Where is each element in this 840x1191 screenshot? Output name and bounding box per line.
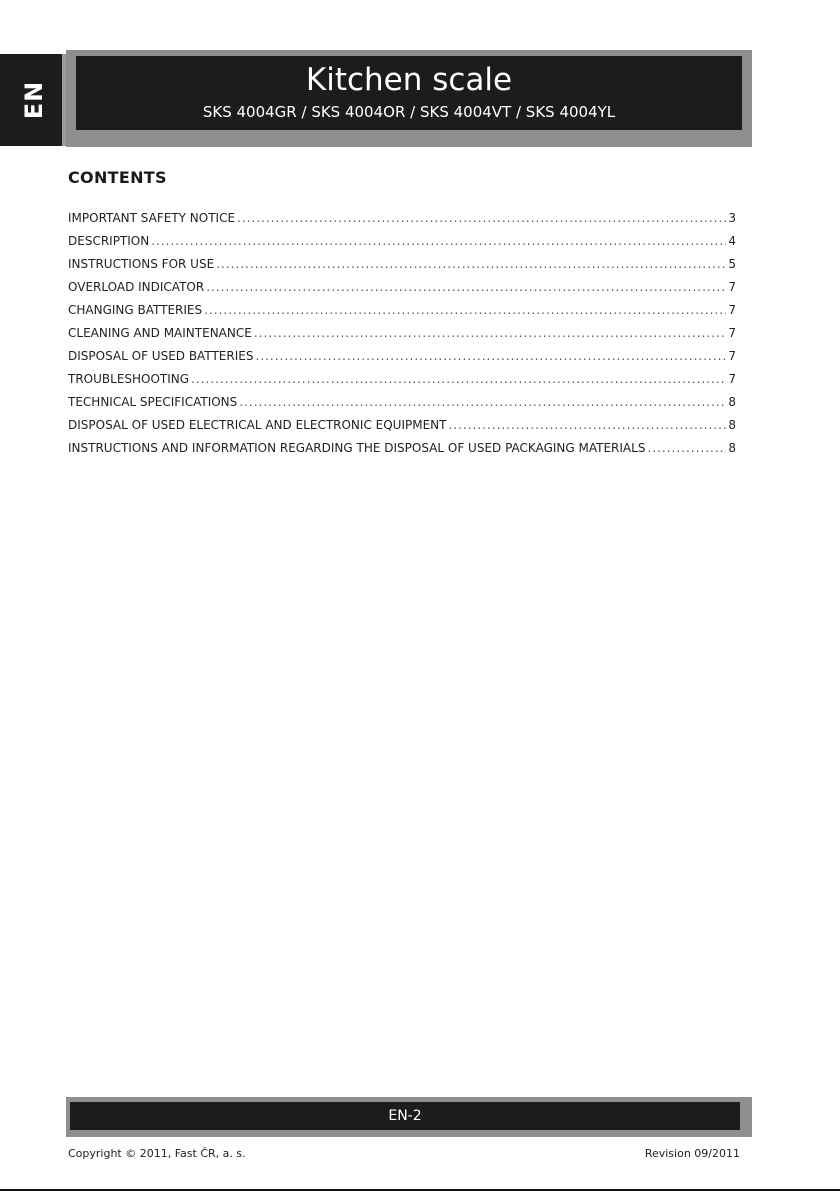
page-number: EN-2 [388, 1108, 422, 1124]
language-code: EN [19, 80, 48, 120]
toc-entry-page: 4 [728, 234, 736, 248]
table-of-contents [68, 207, 736, 460]
language-label [14, 54, 54, 146]
toc-entry-title: DISPOSAL OF USED ELECTRICAL AND ELECTRONIC EQUIPMENT [68, 418, 447, 432]
toc-entry[interactable] [68, 414, 736, 437]
toc-entry[interactable] [68, 322, 736, 345]
header-banner [76, 56, 742, 130]
toc-entry[interactable] [68, 253, 736, 276]
toc-leader-dots [216, 253, 726, 276]
toc-entry[interactable] [68, 368, 736, 391]
toc-entry-title: TROUBLESHOOTING [68, 372, 190, 386]
toc-entry[interactable] [68, 299, 736, 322]
toc-entry-title: INSTRUCTIONS FOR USE [68, 257, 215, 271]
toc-entry[interactable] [68, 391, 736, 414]
toc-entry-page: 7 [728, 280, 736, 294]
toc-entry[interactable] [68, 345, 736, 368]
toc-entry[interactable] [68, 276, 736, 299]
toc-entry-page: 7 [728, 349, 736, 363]
toc-entry-title: DISPOSAL OF USED BATTERIES [68, 349, 254, 363]
toc-leader-dots [206, 276, 726, 299]
model-numbers: SKS 4004GR / SKS 4004OR / SKS 4004VT / SKS 4004YL [202, 103, 616, 121]
toc-entry[interactable] [68, 437, 736, 460]
toc-entry-page: 8 [728, 395, 736, 409]
toc-entry[interactable] [68, 207, 736, 230]
contents-heading: CONTENTS [68, 168, 167, 187]
toc-leader-dots [237, 207, 726, 230]
toc-entry-page: 5 [728, 257, 736, 271]
toc-entry-title: CHANGING BATTERIES [68, 303, 203, 317]
toc-entry-title: IMPORTANT SAFETY NOTICE [68, 211, 236, 225]
toc-entry-page: 7 [728, 372, 736, 386]
page-number-bar [70, 1102, 740, 1130]
toc-entry-title: TECHNICAL SPECIFICATIONS [68, 395, 238, 409]
toc-entry-page: 7 [728, 326, 736, 340]
toc-entry-title: CLEANING AND MAINTENANCE [68, 326, 252, 340]
toc-entry-title: DESCRIPTION [68, 234, 150, 248]
toc-entry-title: INSTRUCTIONS AND INFORMATION REGARDING THE DISPOSAL OF USED PACKAGING MATERIALS [68, 441, 646, 455]
document-title: Kitchen scale [305, 62, 513, 98]
toc-entry-page: 3 [728, 211, 736, 225]
toc-leader-dots [151, 230, 726, 253]
toc-leader-dots [448, 414, 726, 437]
toc-leader-dots [204, 299, 726, 322]
revision-label: Revision 09/2011 [644, 1147, 740, 1160]
toc-leader-dots [191, 368, 726, 391]
toc-leader-dots [239, 391, 726, 414]
toc-entry-page: 8 [728, 418, 736, 432]
toc-entry-page: 8 [728, 441, 736, 455]
toc-leader-dots [254, 322, 727, 345]
toc-entry[interactable] [68, 230, 736, 253]
toc-leader-dots [255, 345, 726, 368]
toc-leader-dots [647, 437, 726, 460]
copyright-notice: Copyright © 2011, Fast ČR, a. s. [68, 1147, 246, 1160]
toc-entry-page: 7 [728, 303, 736, 317]
toc-entry-title: OVERLOAD INDICATOR [68, 280, 205, 294]
